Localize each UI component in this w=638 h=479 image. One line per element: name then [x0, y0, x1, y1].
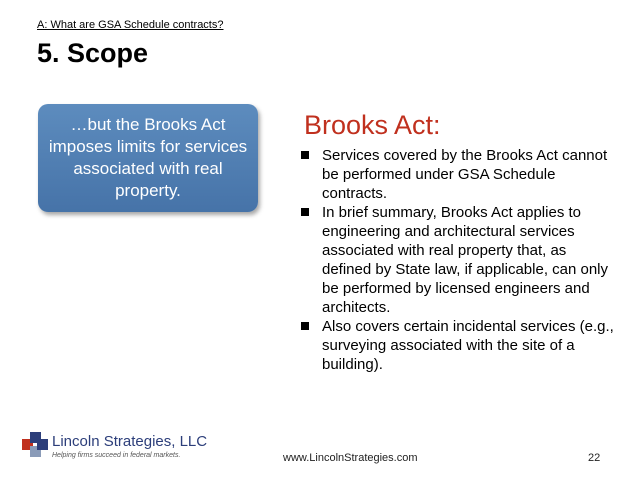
- logo-name: Lincoln Strategies, LLC: [52, 433, 208, 450]
- callout-text: …but the Brooks Act imposes limits for services associated with real property.: [48, 115, 248, 200]
- bullet-item: [298, 203, 616, 317]
- callout-box: [38, 104, 258, 212]
- bullet-square-icon: [301, 208, 309, 216]
- bullet-list: [298, 146, 616, 374]
- bullet-text: Also covers certain incidental services (e.g., surveying associated with the site of a building).: [322, 318, 614, 373]
- company-logo: [22, 432, 212, 466]
- logo-squares-icon: [22, 432, 48, 458]
- slide-title: 5. Scope: [37, 38, 149, 68]
- bullet-text: In brief summary, Brooks Act applies to engineering and architectural services associated with real property that, as defined by State law, if applicable, can only be performed by licensed engineers and architects.: [322, 204, 609, 316]
- footer-url: www.LincolnStrategies.com: [283, 452, 418, 464]
- bullet-text: Services covered by the Brooks Act cannot be performed under GSA Schedule contracts.: [322, 147, 608, 202]
- logo-tagline: Helping firms succeed in federal markets.: [52, 452, 181, 459]
- page-number: 22: [588, 452, 601, 464]
- bullet-item: [298, 317, 616, 374]
- bullet-item: [298, 146, 616, 203]
- bullet-square-icon: [301, 322, 309, 330]
- breadcrumb: A: What are GSA Schedule contracts?: [37, 19, 224, 31]
- section-heading: Brooks Act:: [304, 110, 441, 140]
- bullet-square-icon: [301, 151, 309, 159]
